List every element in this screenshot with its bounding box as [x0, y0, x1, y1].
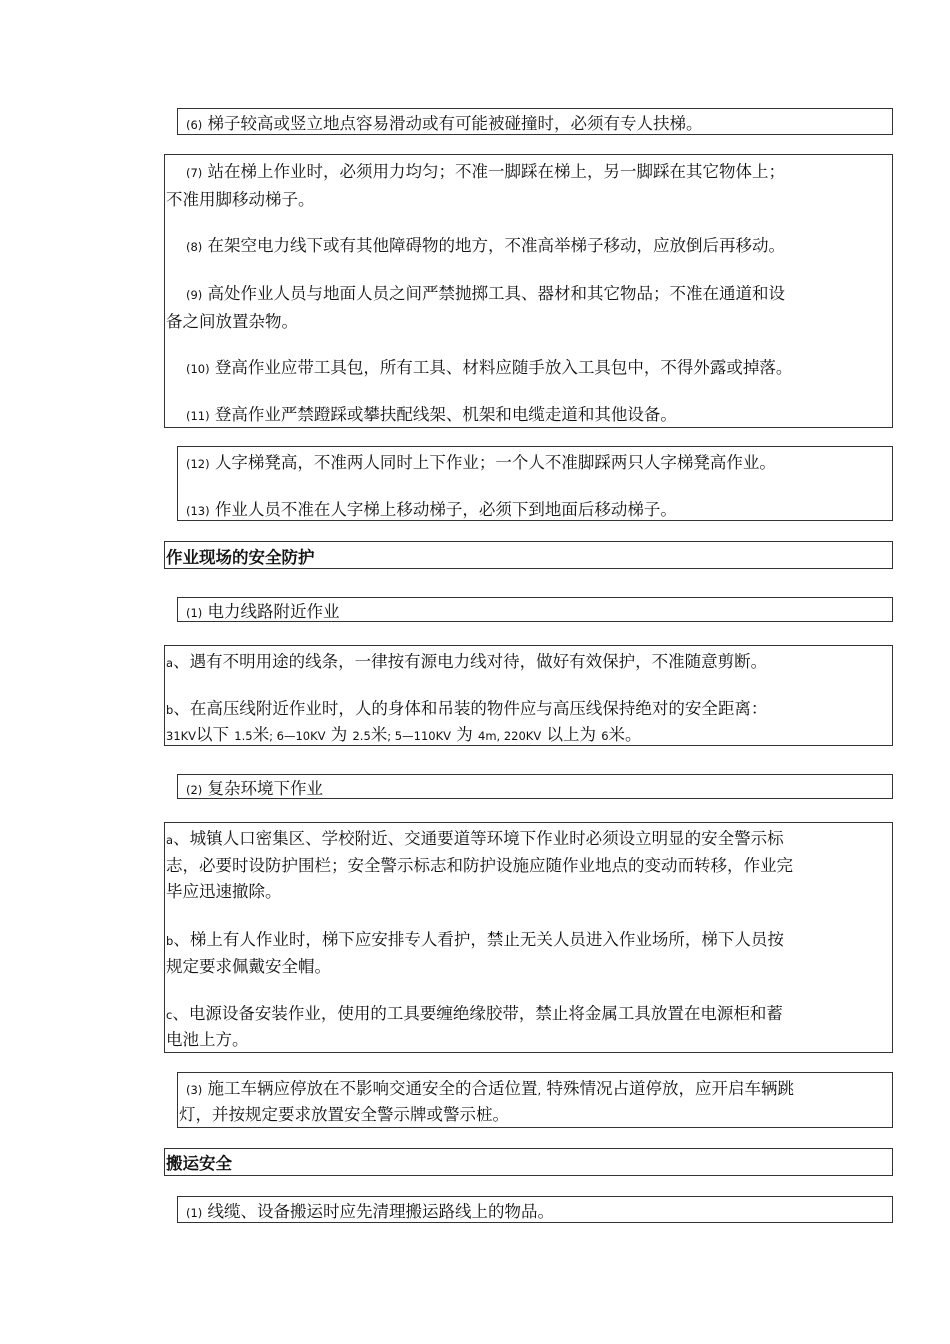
item-text: 、遇有不明用途的线条，一律按有源电力线对待，做好有效保护，不准随意剪断。	[173, 652, 768, 671]
subsection-3-line2: 灯，并按规定要求放置安全警示牌或警示桩。	[179, 1105, 509, 1124]
item-text: 人字梯凳高，不准两人同时上下作业；一个人不准脚踩两只人字梯凳高作业。	[214, 453, 776, 472]
item-number: (12)	[186, 457, 210, 471]
distance-value: 6	[601, 729, 609, 743]
item-8	[186, 236, 785, 257]
distance-value: 2.5	[352, 729, 371, 743]
item-number: (6)	[186, 118, 203, 132]
item-number: (13)	[186, 504, 210, 518]
item-7-line1	[186, 162, 785, 183]
item-number: (7)	[186, 166, 203, 180]
section2-subsection-1	[186, 1202, 554, 1223]
distance-text: 米	[370, 725, 388, 744]
item-text: 特殊情况占道停放，应开启车辆跳	[541, 1079, 794, 1098]
item-text: 高处作业人员与地面人员之间严禁抛掷工具、器材和其它物品；不准在通道和设	[207, 284, 786, 303]
env-rule-c-line1	[166, 1004, 783, 1025]
item-text: 站在梯上作业时，必须用力均匀；不准一脚踩在梯上，另一脚踩在其它物体上；	[207, 162, 786, 181]
item-text: 登高作业严禁蹬踩或攀扶配线架、机架和电缆走道和其他设备。	[214, 405, 677, 424]
env-rule-a-line2: 志，必要时设防护围栏；安全警示标志和防护设施应随作业地点的变动而转移，作业完	[166, 856, 793, 875]
item-number: (3)	[186, 1083, 203, 1097]
env-rule-c-line2: 电池上方。	[166, 1030, 249, 1049]
item-6	[186, 114, 703, 135]
item-text: 在架空电力线下或有其他障碍物的地方，不准高举梯子移动，应放倒后再移动。	[207, 236, 786, 255]
rule-b-line1	[166, 699, 767, 720]
item-text: 、电源设备安装作业，使用的工具要缠绝缘胶带，禁止将金属工具放置在电源柜和蓄	[172, 1004, 783, 1023]
item-text: 、梯上有人作业时，梯下应安排专人看护，禁止无关人员进入作业场所，梯下人员按	[173, 930, 784, 949]
rule-b-line2	[166, 725, 642, 746]
distance-text: 米。	[608, 725, 642, 744]
distance-value: ; 5—110KV	[387, 729, 451, 743]
item-letter: b	[166, 934, 174, 948]
item-letter: b	[166, 703, 174, 717]
rule-a	[166, 652, 767, 673]
distance-value: 1.5	[234, 729, 253, 743]
item-number: (10)	[186, 362, 210, 376]
item-11	[186, 405, 677, 426]
item-number: (2)	[186, 783, 203, 797]
item-10	[186, 358, 792, 379]
distance-text: 以上为	[546, 725, 596, 744]
item-letter: a	[166, 833, 174, 847]
item-comma: ,	[537, 1083, 542, 1097]
section-heading: 搬运安全	[166, 1154, 232, 1173]
subsection-1	[186, 602, 340, 623]
distance-text: 为	[330, 725, 348, 744]
item-text: 线缆、设备搬运时应先清理搬运路线上的物品。	[207, 1202, 555, 1221]
item-number: (9)	[186, 288, 203, 302]
item-text: 梯子较高或竖立地点容易滑动或有可能被碰撞时，必须有专人扶梯。	[207, 114, 703, 133]
item-text: 登高作业应带工具包，所有工具、材料应随手放入工具包中，不得外露或掉落。	[214, 358, 793, 377]
item-text: 作业人员不准在人字梯上移动梯子，必须下到地面后移动梯子。	[214, 500, 677, 519]
env-rule-a-line3: 毕应迅速撤除。	[166, 882, 282, 901]
item-text: 电力线路附近作业	[207, 602, 340, 621]
item-number: (11)	[186, 409, 210, 423]
env-rule-b-line1	[166, 930, 784, 951]
item-text: 、在高压线附近作业时，人的身体和吊装的物件应与高压线保持绝对的安全距离：	[173, 699, 768, 718]
item-number: (1)	[186, 1206, 203, 1220]
item-letter: a	[166, 656, 174, 670]
distance-text: 为	[456, 725, 473, 744]
env-rule-b-line2: 规定要求佩戴安全帽。	[166, 957, 331, 976]
item-13	[186, 500, 677, 521]
distance-text: 以下	[196, 725, 230, 744]
distance-value: ; 6—10KV	[269, 729, 326, 743]
env-rule-a-line1	[166, 829, 784, 850]
item-12	[186, 453, 776, 474]
item-number: (1)	[186, 606, 203, 620]
section-heading: 作业现场的安全防护	[166, 548, 315, 567]
distance-text: 米	[252, 725, 270, 744]
item-9-line1	[186, 284, 785, 305]
item-letter: c	[166, 1008, 173, 1022]
item-text: 施工车辆应停放在不影响交通安全的合适位置	[207, 1079, 538, 1098]
subsection-2	[186, 779, 323, 800]
item-text: 、城镇人口密集区、学校附近、交通要道等环境下作业时必须设立明显的安全警示标	[173, 829, 784, 848]
item-7-line2: 不准用脚移动梯子。	[166, 190, 315, 209]
distance-value: 31KV	[166, 729, 197, 743]
subsection-3-line1	[186, 1079, 794, 1100]
item-9-line2: 备之间放置杂物。	[166, 312, 298, 331]
item-number: (8)	[186, 240, 203, 254]
distance-value: 4m, 220KV	[478, 729, 542, 743]
section-heading-box	[164, 1148, 893, 1176]
item-text: 复杂环境下作业	[207, 779, 324, 798]
